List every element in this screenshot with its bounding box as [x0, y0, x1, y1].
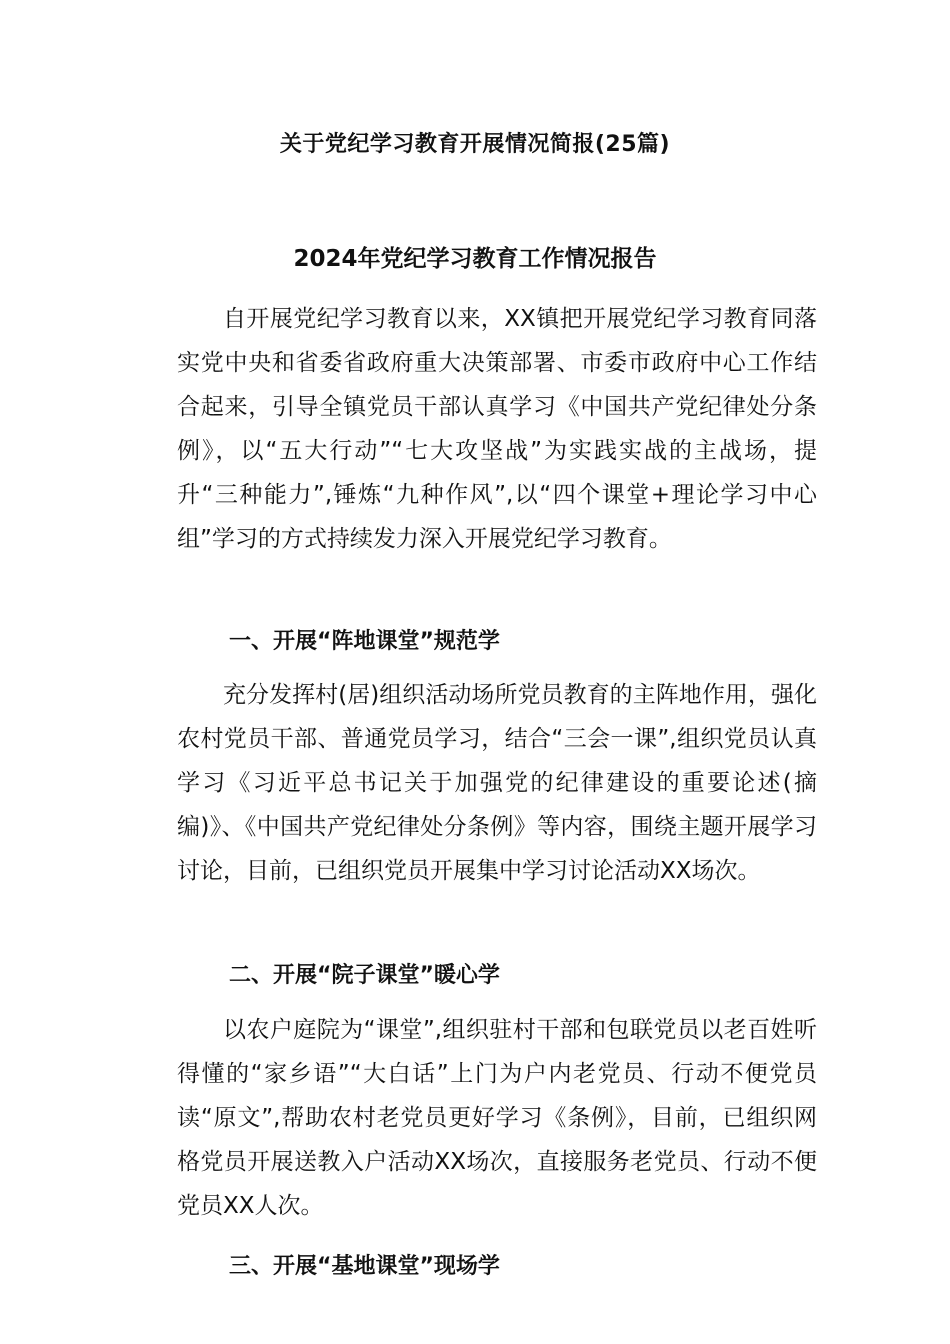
section-paragraph: 充分发挥村(居)组织活动场所党员教育的主阵地作用，强化农村党员干部、普通党员学习，结合“三会一课”,组织党员认真学习《习近平总书记关于加强党的纪律建设的重要论述(摘编)》、《中国共产党纪律处分条例》等内容，围绕主题开展学习讨论，目前，已组织党员开展集中学习讨论活动XX场次。 [177, 682, 817, 884]
report-title: 2024年党纪学习教育工作情况报告 [293, 246, 657, 272]
section-heading: 三、开展“基地课堂”现场学 [229, 1254, 500, 1279]
section-2-heading-block [177, 959, 817, 993]
section-heading: 一、开展“阵地课堂”规范学 [229, 629, 500, 654]
section-paragraph: 以农户庭院为“课堂”,组织驻村干部和包联党员以老百姓听得懂的“家乡语”“大白话”上门为户内老党员、行动不便党员读“原文”,帮助农村老党员更好学习《条例》，目前，已组织网格党员开展送教入户活动XX场次，直接服务老党员、行动不便党员XX人次。 [177, 1017, 817, 1219]
section-1-body-block [177, 673, 817, 893]
section-heading: 二、开展“院子课堂”暖心学 [229, 963, 500, 988]
intro-block [177, 297, 817, 561]
document-title: 关于党纪学习教育开展情况简报(25篇) [279, 132, 671, 157]
section-3-heading-block [177, 1250, 817, 1284]
intro-paragraph: 自开展党纪学习教育以来，XX镇把开展党纪学习教育同落实党中央和省委省政府重大决策部署、市委市政府中心工作结合起来，引导全镇党员干部认真学习《中国共产党纪律处分条例》，以“五大行动”“七大攻坚战”为实践实战的主战场，提升“三种能力”,锤炼“九种作风”,以“四个课堂+理论学习中心组”学习的方式持续发力深入开展党纪学习教育。 [177, 306, 817, 552]
section-2-body-block [177, 1008, 817, 1228]
section-1-heading-block [177, 625, 817, 659]
